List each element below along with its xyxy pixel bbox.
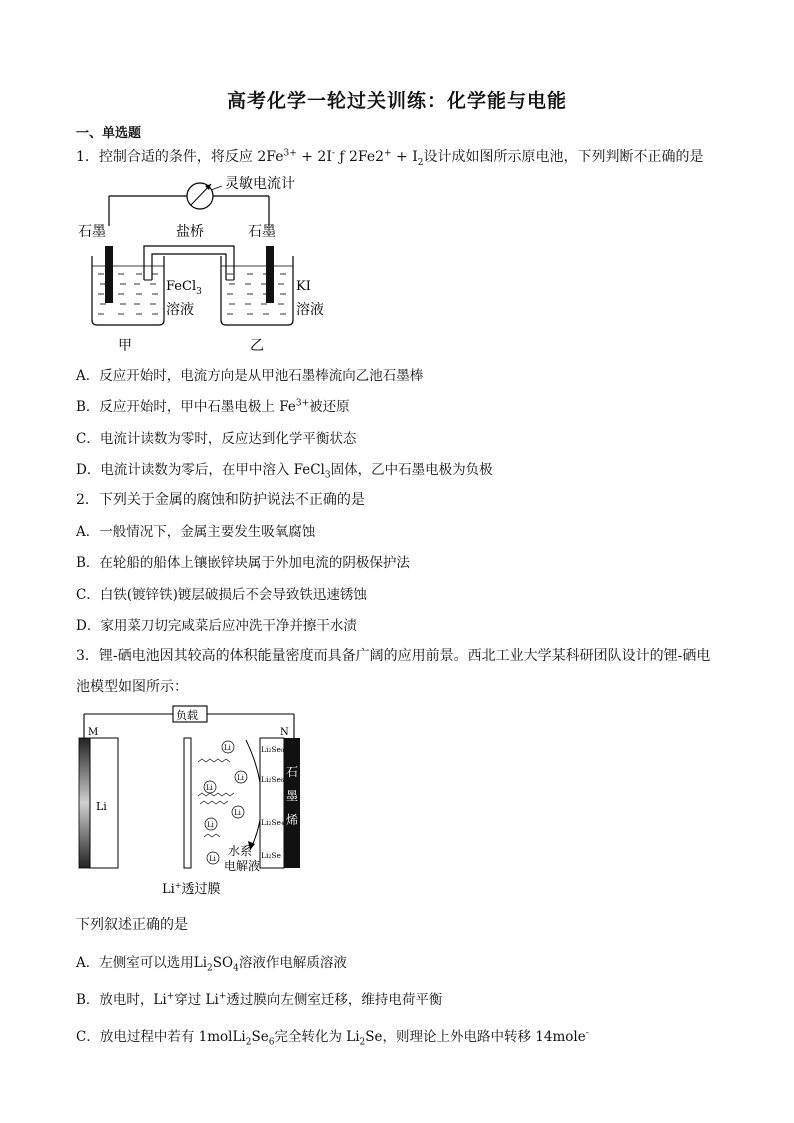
- li2se4-label: Li₂Se₄: [261, 818, 284, 827]
- svg-text:Li: Li: [237, 774, 244, 782]
- q3-option-b: B．放电时，Li+穿过 Li+透过膜向左侧室迁移，维持电荷平衡: [76, 991, 443, 1008]
- li-label: Li: [96, 800, 107, 813]
- q2-option-a: A．一般情况下，金属主要发生吸氧腐蚀: [76, 524, 316, 540]
- svg-text:Li: Li: [209, 855, 216, 863]
- electrode-n-label: N: [280, 727, 289, 738]
- li2se8-label: Li₂Se₈: [261, 745, 284, 754]
- graphene-char-2: 墨: [286, 789, 299, 803]
- q3-stem-line2: 池模型如图所示：: [76, 679, 188, 695]
- page-title: 高考化学一轮过关训练：化学能与电能: [226, 90, 567, 112]
- svg-text:Li: Li: [224, 744, 231, 752]
- graphene-char-1: 石: [286, 765, 299, 779]
- left-graphite-rod: [105, 246, 113, 303]
- graphite-right-label: 石墨: [248, 224, 276, 240]
- salt-bridge-label: 盐桥: [176, 224, 204, 240]
- electrode-m: [79, 738, 90, 868]
- cathode-materials: [260, 738, 284, 868]
- electrode-m-label: M: [88, 727, 99, 738]
- q3-stem-line1: 3．锂-硒电池因其较高的体积能量密度而具备广阔的应用前景。西北工业大学某科研团队设计的锂-硒电: [76, 648, 711, 664]
- fecl3-label: FeCl$_3$: [166, 279, 202, 297]
- electrolyte-label-1: 水系: [228, 844, 253, 858]
- fecl3-solution-label: 溶液: [166, 302, 194, 318]
- q2-option-c: C．白铁(镀锌铁)镀层破损后不会导致铁迅速锈蚀: [76, 587, 367, 603]
- svg-text:Li: Li: [234, 809, 241, 817]
- q3-option-a: A．左侧室可以选用$Li_2SO_4$溶液作电解质溶液: [76, 955, 347, 974]
- q1-option-d: D．电流计读数为零后，在甲中溶入 FeCl$_3$固体，乙中石墨电极为负极: [76, 462, 493, 481]
- q3-option-c: C．放电过程中若有 $1molLi_2Se_6$完全转化为 $Li_2Se$，则理论上外电路中转移 14mole-: [76, 1028, 589, 1048]
- li2se6-label: Li₂Se₆: [261, 775, 284, 784]
- q3-prompt: 下列叙述正确的是: [76, 917, 188, 933]
- q2-stem: 2．下列关于金属的腐蚀和防护说法不正确的是: [76, 492, 365, 508]
- li2se-label: Li₂Se: [261, 851, 281, 860]
- galvanometer-label: 灵敏电流计: [225, 176, 295, 192]
- graphite-left-label: 石墨: [78, 224, 106, 240]
- electrolyte-label-2: 电解液: [224, 859, 261, 873]
- q1-diagram: [70, 168, 350, 358]
- right-graphite-rod: [266, 246, 274, 303]
- li-membrane: [184, 738, 191, 868]
- svg-text:Li: Li: [206, 784, 213, 792]
- svg-text:Li: Li: [207, 821, 214, 829]
- graphene-char-3: 烯: [286, 813, 299, 827]
- q1-option-b: B．反应开始时，甲中石墨电极上 $Fe^{3+}$被还原: [76, 398, 350, 415]
- q1-option-c: C．电流计读数为零时，反应达到化学平衡状态: [76, 431, 357, 447]
- q1-stem: 1．控制合适的条件，将反应 $2Fe^{3+} + 2I^-$ ƒ $2Fe2^+ + I_2$设计成如图所示原电池，下列判断不正确的是: [76, 148, 704, 168]
- yi-label: 乙: [250, 338, 264, 354]
- ki-label: KI: [296, 279, 311, 294]
- load-label: 负载: [176, 709, 198, 722]
- q2-option-d: D．家用菜刀切完咸菜后应冲洗干净并擦干水渍: [76, 618, 357, 634]
- jia-label: 甲: [118, 338, 132, 354]
- q1-option-a: A．反应开始时，电流方向是从甲池石墨棒流向乙池石墨棒: [76, 368, 424, 384]
- q2-option-b: B．在轮船的船体上镶嵌锌块属于外加电流的阴极保护法: [76, 555, 410, 571]
- ki-solution-label: 溶液: [296, 302, 324, 318]
- q3-diagram: [70, 700, 310, 900]
- graphene-electrode: [284, 738, 300, 868]
- membrane-label: Li+透过膜: [162, 881, 221, 897]
- section-heading: 一、单选题: [76, 126, 142, 141]
